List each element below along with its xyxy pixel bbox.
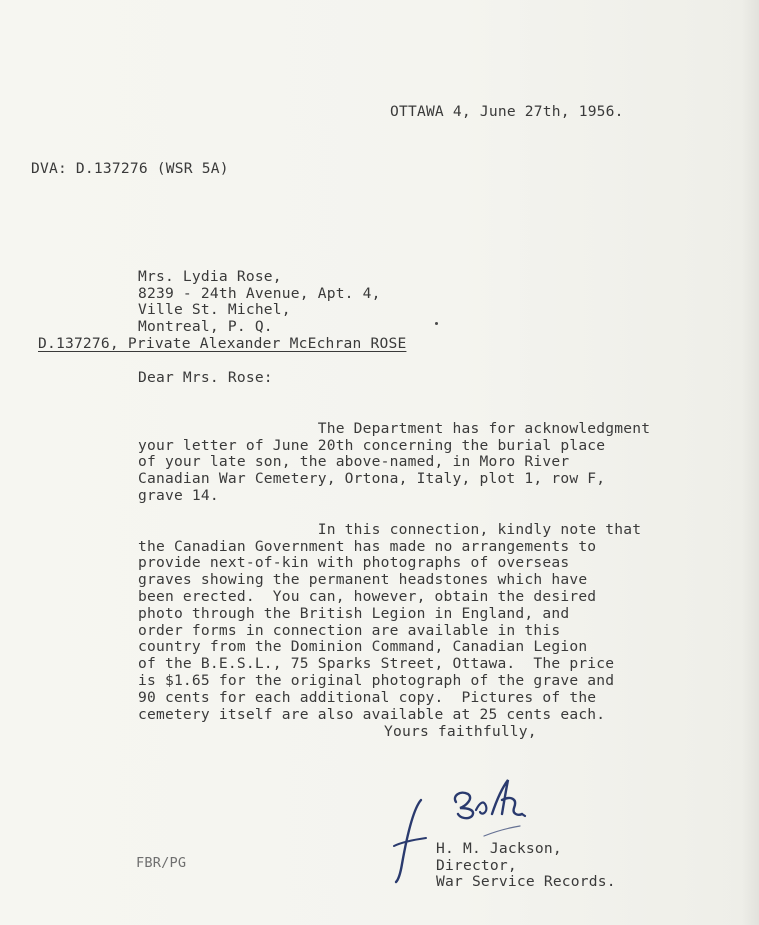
paper-edge-shadow: [741, 0, 759, 925]
paragraph-line: your letter of June 20th concerning the burial place: [138, 436, 606, 454]
paragraph-line: grave 14.: [138, 486, 219, 504]
paragraph-line: The Department has for acknowledgment: [138, 419, 651, 437]
file-reference: DVA: D.137276 (WSR 5A): [31, 160, 229, 177]
subject-line: D.137276, Private Alexander McEchran ROSE: [38, 335, 407, 352]
typist-initials: FBR/PG: [136, 855, 187, 871]
closing: Yours faithfully,: [384, 723, 537, 740]
signatory-department: War Service Records.: [436, 873, 616, 891]
paragraph-line: been erected. You can, however, obtain the desired: [138, 587, 597, 605]
stray-ink-dot: [435, 322, 438, 325]
signatory-name: H. M. Jackson,: [436, 839, 562, 857]
body-paragraph-2: [138, 505, 641, 723]
paragraph-line: Canadian War Cemetery, Ortona, Italy, plot 1, row F,: [138, 470, 606, 488]
paragraph-line: the Canadian Government has made no arrangements to: [138, 537, 597, 555]
signatory-title: Director,: [436, 856, 517, 874]
paragraph-line: country from the Dominion Command, Canadian Legion: [138, 638, 588, 656]
paragraph-line: 90 cents for each additional copy. Pictures of the: [138, 688, 597, 706]
address-line: 8239 - 24th Avenue, Apt. 4,: [138, 284, 381, 302]
paragraph-line: graves showing the permanent headstones which have: [138, 571, 588, 589]
body-paragraph-1: [138, 404, 650, 505]
paragraph-line: cemetery itself are also available at 25 cents each.: [138, 705, 606, 723]
paragraph-line: of your late son, the above-named, in Moro River: [138, 453, 570, 471]
recipient-address: [138, 252, 381, 336]
paragraph-line: photo through the British Legion in England, and: [138, 604, 570, 622]
salutation: Dear Mrs. Rose:: [138, 369, 273, 386]
paragraph-line: of the B.E.S.L., 75 Sparks Street, Ottawa. The price: [138, 655, 615, 673]
paragraph-line: order forms in connection are available in this: [138, 621, 561, 639]
paragraph-line: is $1.65 for the original photograph of the grave and: [138, 671, 615, 689]
address-line: Ville St. Michel,: [138, 301, 291, 319]
letter-date: OTTAWA 4, June 27th, 1956.: [390, 103, 624, 120]
address-line: Montreal, P. Q.: [138, 318, 273, 336]
address-line: Mrs. Lydia Rose,: [138, 267, 282, 285]
paragraph-line: In this connection, kindly note that: [138, 520, 642, 538]
paragraph-line: provide next-of-kin with photographs of overseas: [138, 554, 570, 572]
signature-block: [436, 824, 616, 891]
